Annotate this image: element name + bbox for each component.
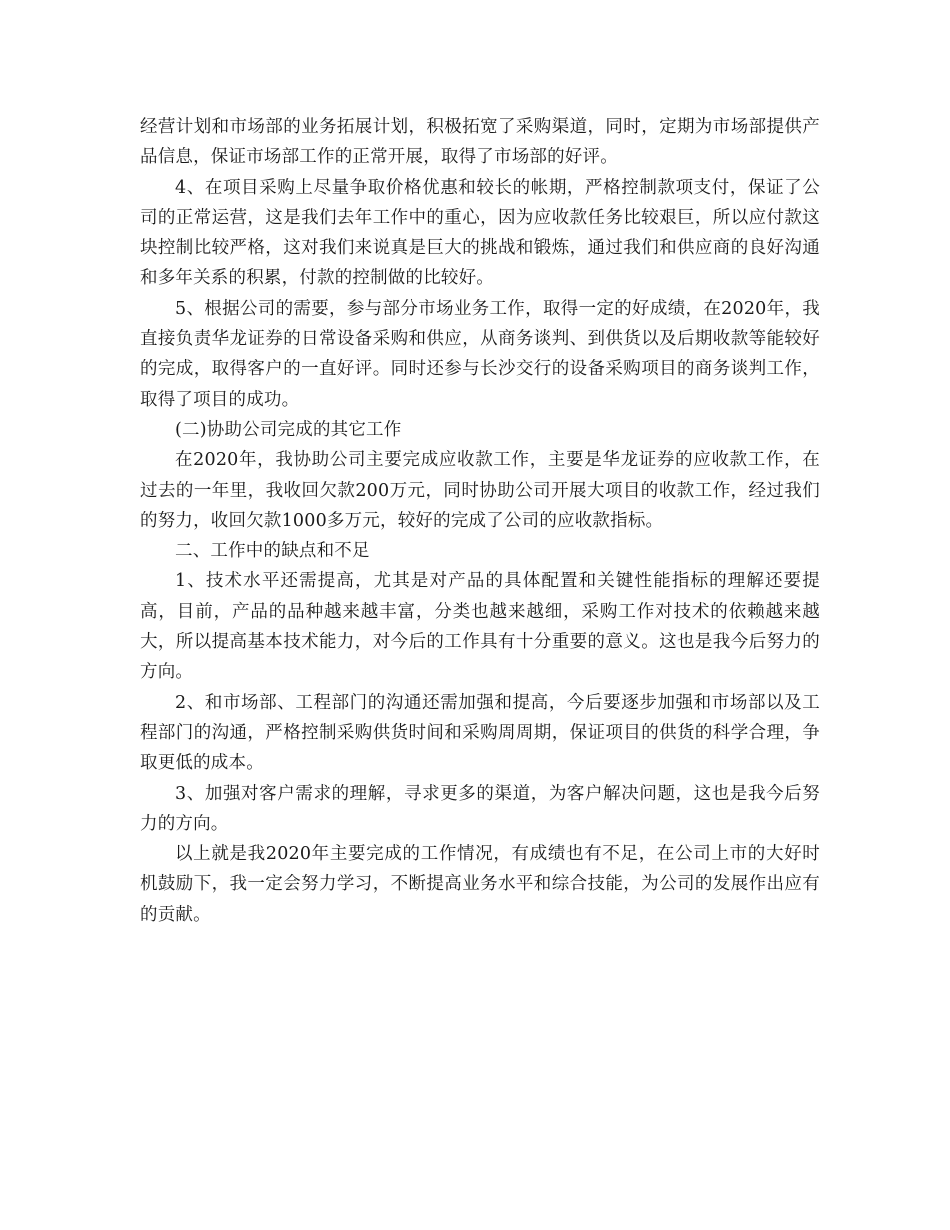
paragraph-continuation: 经营计划和市场部的业务拓展计划，积极拓宽了采购渠道，同时，定期为市场部提供产品信息，保证市场部工作的正常开展，取得了市场部的好评。	[140, 117, 820, 168]
paragraph-conclusion: 以上就是我2020年主要完成的工作情况，有成绩也有不足，在公司上市的大好时机鼓励下，我一定会努力学习，不断提高业务水平和综合技能，为公司的发展作出应有的贡献。	[140, 844, 820, 925]
section-heading-other-work: (二)协助公司完成的其它工作	[175, 419, 402, 440]
paragraph-shortcoming-2: 2、和市场部、工程部门的沟通还需加强和提高，今后要逐步加强和市场部以及工程部门的沟通，严格控制采购供货时间和采购周周期，保证项目的供货的科学合理，争取更低的成本。	[140, 692, 820, 774]
section-heading-shortcomings: 二、工作中的缺点和不足	[175, 541, 370, 562]
document-body	[140, 112, 820, 930]
paragraph-item-4: 4、在项目采购上尽量争取价格优惠和较长的帐期，严格控制款项支付，保证了公司的正常运营，这是我们去年工作中的重心，因为应收款任务比较艰巨，所以应付款这块控制比较严格，这对我们来说真是巨大的挑战和锻炼，通过我们和供应商的良好沟通和多年关系的积累，付款的控制做的比较好。	[140, 177, 820, 289]
paragraph-item-5: 5、根据公司的需要，参与部分市场业务工作，取得一定的好成绩，在2020年，我直接负责华龙证券的日常设备采购和供应，从商务谈判、到供货以及后期收款等能较好的完成，取得客户的一直好评。同时还参与长沙交行的设备采购项目的商务谈判工作，取得了项目的成功。	[140, 298, 820, 410]
paragraph-shortcoming-1: 1、技术水平还需提高，尤其是对产品的具体配置和关键性能指标的理解还要提高，目前，产品的品种越来越丰富，分类也越来越细，采购工作对技术的依赖越来越大，所以提高基本技术能力，对今后的工作具有十分重要的意义。这也是我今后努力的方向。	[140, 571, 820, 683]
paragraph-receivables: 在2020年，我协助公司主要完成应收款工作，主要是华龙证券的应收款工作，在过去的一年里，我收回欠款200万元，同时协助公司开展大项目的收款工作，经过我们的努力，收回欠款1000多万元，较好的完成了公司的应收款指标。	[140, 450, 820, 531]
paragraph-shortcoming-3: 3、加强对客户需求的理解，寻求更多的渠道，为客户解决问题，这也是我今后努力的方向。	[140, 783, 820, 834]
